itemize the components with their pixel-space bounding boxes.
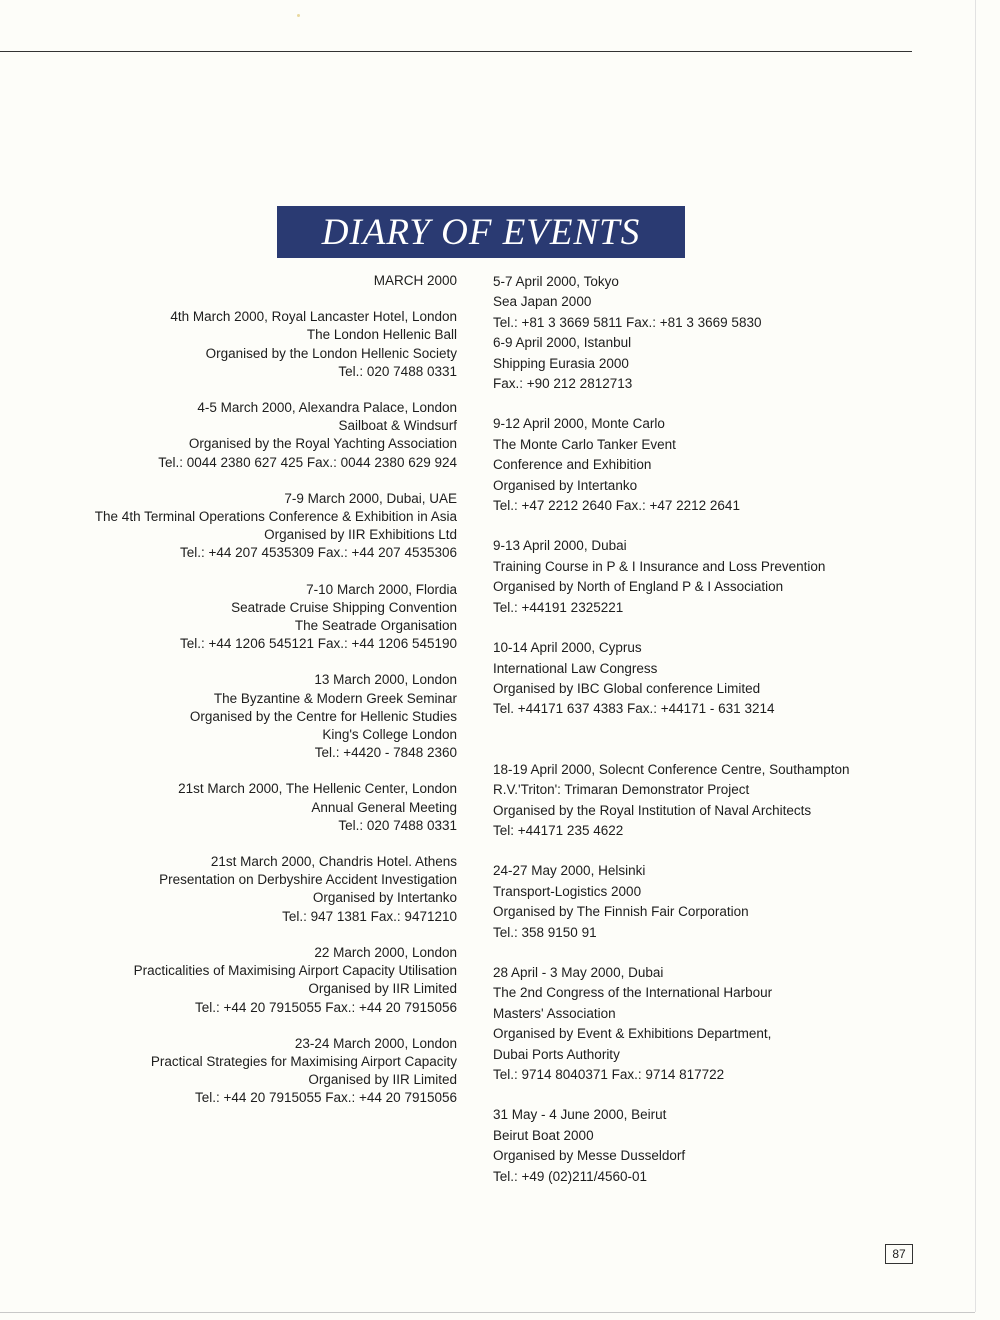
event-line: Organised by The Finnish Fair Corporation <box>493 904 749 920</box>
event-line: 22 March 2000, London <box>314 944 457 960</box>
event-entry <box>60 399 457 472</box>
top-rule <box>0 51 912 52</box>
event-line: 23-24 March 2000, London <box>294 1035 457 1051</box>
event-entry <box>493 272 913 394</box>
event-line: 24-27 May 2000, Helsinki <box>493 863 646 879</box>
event-line: Tel.: +47 2212 2640 Fax.: +47 2212 2641 <box>493 498 740 514</box>
event-line: Training Course in P & I Insurance and Loss Prevention <box>493 558 826 574</box>
event-line: Annual General Meeting <box>311 799 457 815</box>
event-line: The Monte Carlo Tanker Event <box>493 436 676 452</box>
event-spacer <box>60 472 457 490</box>
event-line: 9-12 April 2000, Monte Carlo <box>493 416 665 432</box>
april-may-events-column <box>493 272 913 1187</box>
event-line: 4-5 March 2000, Alexandra Palace, London <box>197 400 457 416</box>
event-line: Organised by Intertanko <box>493 477 638 493</box>
event-entry <box>493 963 913 1085</box>
event-line: 10-14 April 2000, Cyprus <box>493 640 642 656</box>
event-line: The 2nd Congress of the International Harbour <box>493 985 773 1001</box>
event-line: 28 April - 3 May 2000, Dubai <box>493 964 664 980</box>
event-line: Tel.: +44 1206 545121 Fax.: +44 1206 545190 <box>180 636 457 652</box>
month-heading: MARCH 2000 <box>373 273 457 288</box>
event-line: Fax.: +90 212 2812713 <box>493 376 633 392</box>
event-line: Tel.: +49 (02)211/4560-01 <box>493 1168 647 1184</box>
event-spacer <box>60 563 457 581</box>
event-entry <box>60 944 457 1017</box>
event-line: R.V.'Triton': Trimaran Demonstrator Project <box>493 782 750 798</box>
right-event-list <box>493 272 913 1187</box>
event-line: Tel.: +81 3 3669 5811 Fax.: +81 3 3669 5830 <box>493 314 762 330</box>
event-line: Organised by the London Hellenic Society <box>205 345 457 361</box>
event-line: 21st March 2000, The Hellenic Center, London <box>178 781 457 797</box>
event-line: Organised by the Centre for Hellenic Studies <box>189 708 457 724</box>
event-spacer <box>493 516 913 536</box>
event-line: 4th March 2000, Royal Lancaster Hotel, London <box>170 309 457 325</box>
event-line: Beirut Boat 2000 <box>493 1127 594 1143</box>
event-line: Organised by IIR Limited <box>308 981 457 997</box>
event-line: 7-9 March 2000, Dubai, UAE <box>284 490 457 506</box>
event-line: Tel.: +44 207 4535309 Fax.: +44 207 4535306 <box>180 545 457 561</box>
event-line: 5-7 April 2000, Tokyo <box>493 274 619 289</box>
left-event-list <box>60 308 457 1107</box>
event-entry <box>493 861 913 943</box>
event-line: 6-9 April 2000, Istanbul <box>493 335 632 351</box>
event-line: Conference and Exhibition <box>493 457 652 473</box>
event-line: Tel.: +4420 - 7848 2360 <box>314 745 457 761</box>
event-spacer <box>493 1085 913 1105</box>
event-spacer <box>493 841 913 861</box>
event-line: Tel.: 9714 8040371 Fax.: 9714 817722 <box>493 1067 725 1082</box>
page-number: 87 <box>892 1247 906 1261</box>
event-spacer <box>493 618 913 638</box>
event-line: Organised by IBC Global conference Limited <box>493 680 761 696</box>
event-spacer <box>493 943 913 963</box>
event-spacer <box>493 394 913 414</box>
event-entry <box>493 536 913 618</box>
event-line: Tel.: +44 20 7915055 Fax.: +44 20 7915056 <box>195 999 457 1015</box>
event-entry <box>60 1035 457 1108</box>
event-spacer <box>60 762 457 780</box>
event-spacer <box>60 835 457 853</box>
event-line: The London Hellenic Ball <box>306 327 457 343</box>
event-line: Tel.: 020 7488 0331 <box>338 363 457 379</box>
event-line: Practical Strategies for Maximising Airport Capacity <box>150 1053 457 1069</box>
event-entry <box>60 581 457 654</box>
event-entry <box>60 308 457 381</box>
event-spacer <box>60 381 457 399</box>
event-line: The 4th Terminal Operations Conference & Exhibition in Asia <box>94 509 457 525</box>
event-line: Shipping Eurasia 2000 <box>493 355 629 371</box>
event-line: Tel.: 0044 2380 627 425 Fax.: 0044 2380 629 924 <box>158 454 457 470</box>
event-spacer <box>493 720 913 760</box>
event-line: Tel.: 020 7488 0331 <box>338 817 457 833</box>
event-entry <box>493 760 913 842</box>
event-line: Practicalities of Maximising Airport Capacity Utilisation <box>133 963 457 979</box>
event-line: Organised by Event & Exhibitions Department, <box>493 1026 772 1042</box>
event-line: Organised by the Royal Yachting Association <box>188 436 457 452</box>
page-number-box <box>885 1244 913 1264</box>
event-spacer <box>60 1017 457 1035</box>
event-entry <box>60 853 457 926</box>
event-line: Presentation on Derbyshire Accident Investigation <box>159 872 457 888</box>
event-line: Transport-Logistics 2000 <box>493 883 642 899</box>
event-line: Masters' Association <box>493 1005 616 1021</box>
event-line: Tel.: +44191 2325221 <box>493 599 624 615</box>
march-events-column <box>60 272 457 1108</box>
event-line: Organised by North of England P & I Association <box>493 579 784 595</box>
event-spacer <box>60 653 457 671</box>
event-entry <box>60 671 457 762</box>
event-line: 7-10 March 2000, Flordia <box>306 581 457 597</box>
event-line: The Byzantine & Modern Greek Seminar <box>213 690 457 706</box>
event-line: Organised by the Royal Institution of Naval Architects <box>493 802 812 818</box>
event-line: 13 March 2000, London <box>314 672 457 688</box>
event-line: Tel.: 947 1381 Fax.: 9471210 <box>282 908 457 924</box>
event-line: Seatrade Cruise Shipping Convention <box>231 599 457 615</box>
event-entry <box>493 1105 913 1187</box>
page-title-banner <box>277 206 685 258</box>
event-line: 21st March 2000, Chandris Hotel. Athens <box>210 854 457 870</box>
event-line: King's College London <box>322 727 457 743</box>
event-entry <box>60 780 457 835</box>
event-line: Organised by Intertanko <box>312 890 457 906</box>
event-spacer <box>60 926 457 944</box>
page-title: DIARY OF EVENTS <box>321 211 641 253</box>
event-entry <box>60 490 457 563</box>
event-line: International Law Congress <box>493 660 658 676</box>
event-line: Organised by Messe Dusseldorf <box>493 1148 686 1164</box>
event-line: 31 May - 4 June 2000, Beirut <box>493 1107 667 1123</box>
event-line: Tel. +44171 637 4383 Fax.: +44171 - 631 3214 <box>493 701 775 717</box>
event-line: 18-19 April 2000, Solecnt Conference Centre, Southampton <box>493 761 850 777</box>
event-line: Organised by IIR Exhibitions Ltd <box>264 527 457 543</box>
event-entry <box>493 638 913 720</box>
event-line: Tel.: +44 20 7915055 Fax.: +44 20 7915056 <box>195 1090 457 1106</box>
bottom-rule <box>0 1312 975 1313</box>
event-line: The Seatrade Organisation <box>294 618 457 634</box>
event-line: Tel.: 358 9150 91 <box>493 924 597 940</box>
event-line: Sailboat & Windsurf <box>338 418 457 434</box>
paper-speck <box>297 14 300 17</box>
event-entry <box>493 414 913 516</box>
page-edge <box>975 0 976 1312</box>
event-line: Tel: +44171 235 4622 <box>493 822 624 838</box>
event-line: 9-13 April 2000, Dubai <box>493 538 627 554</box>
event-line: Dubai Ports Authority <box>493 1046 620 1062</box>
event-line: Sea Japan 2000 <box>493 294 592 310</box>
event-line: Organised by IIR Limited <box>308 1072 457 1088</box>
